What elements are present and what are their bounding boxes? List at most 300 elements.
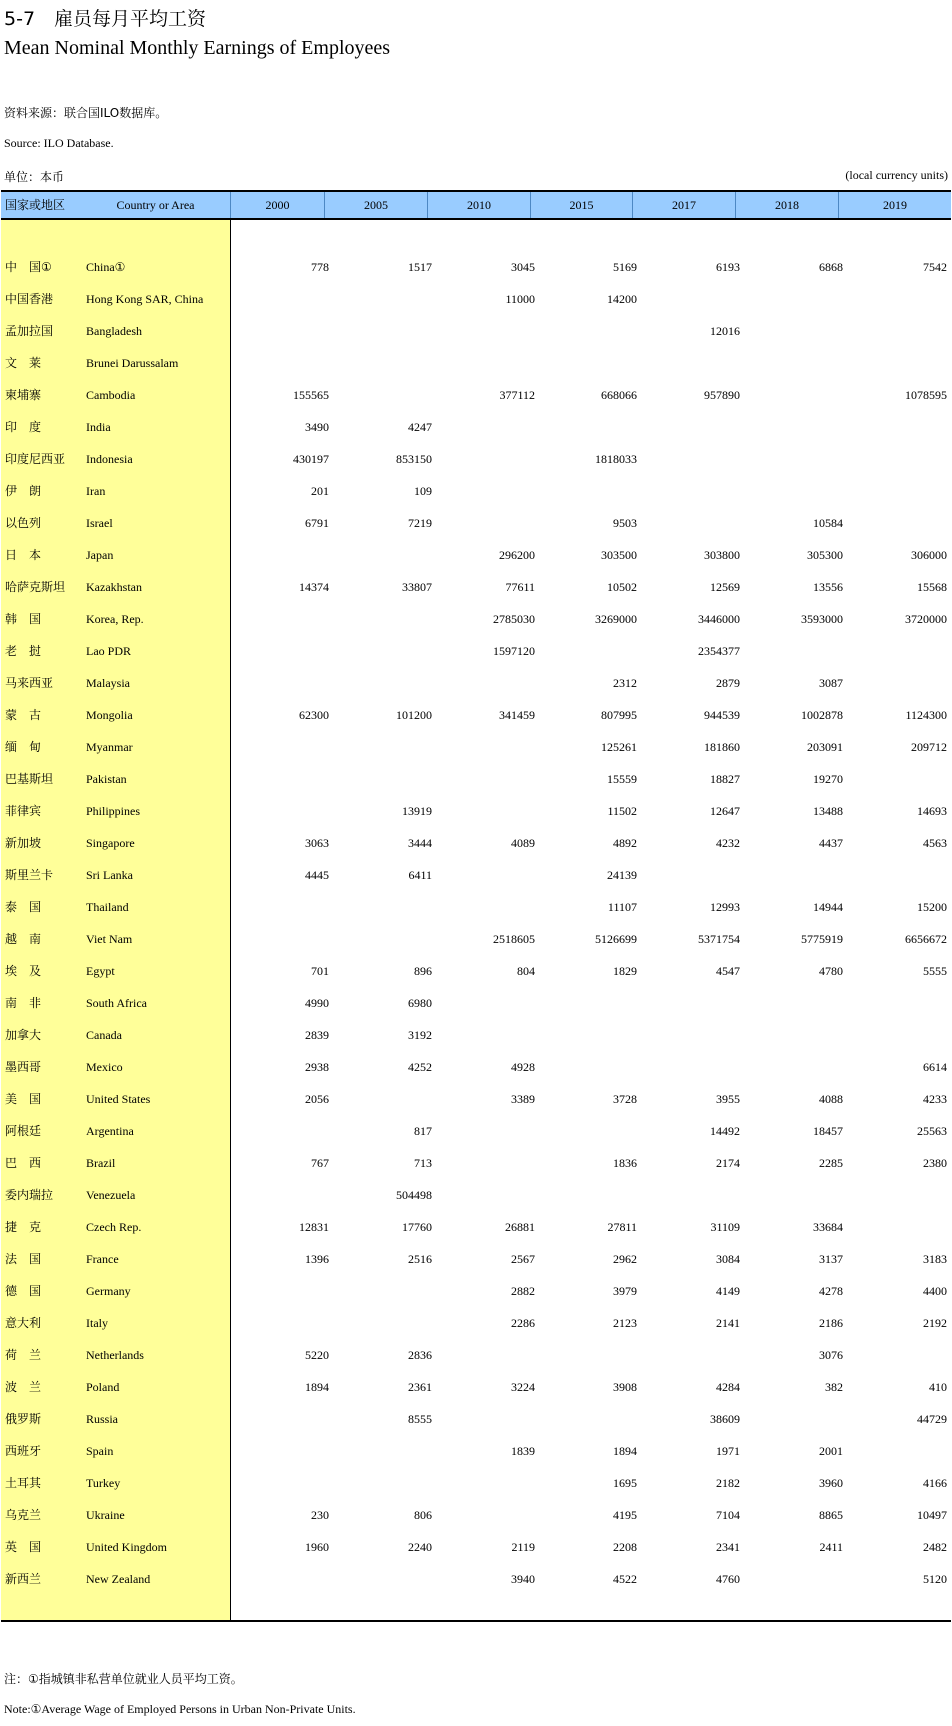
earnings-value	[437, 1185, 535, 1217]
earnings-value	[437, 737, 535, 769]
earnings-value: 4195	[613, 1508, 637, 1522]
earnings-value: 1894	[613, 1444, 637, 1458]
table-row	[1, 1345, 951, 1377]
earnings-value	[231, 1569, 329, 1601]
earnings-value	[231, 545, 329, 577]
table-row	[1, 1121, 951, 1153]
earnings-value	[334, 1089, 432, 1121]
earnings-value: 306000	[911, 548, 947, 562]
table-row	[1, 865, 951, 897]
earnings-value	[849, 1441, 947, 1473]
country-name-cn: 韩 国	[5, 612, 42, 626]
earnings-value: 1971	[716, 1444, 740, 1458]
country-name-en: Brunei Darussalam	[86, 356, 179, 370]
earnings-value	[437, 673, 535, 705]
earnings-value: 3908	[613, 1380, 637, 1394]
earnings-value: 4760	[716, 1572, 740, 1586]
earnings-value	[745, 1185, 843, 1217]
earnings-value: 3045	[511, 260, 535, 274]
page-title-cn: 5-7 雇员每月平均工资	[4, 8, 207, 30]
earnings-value: 3137	[819, 1252, 843, 1266]
earnings-value	[437, 449, 535, 481]
earnings-value: 11502	[607, 804, 637, 818]
earnings-value: 62300	[299, 708, 329, 722]
earnings-value	[437, 993, 535, 1025]
country-name-en: Malaysia	[86, 676, 130, 690]
earnings-value	[437, 865, 535, 897]
earnings-value: 1695	[613, 1476, 637, 1490]
earnings-value	[437, 897, 535, 929]
earnings-value: 2839	[305, 1028, 329, 1042]
earnings-value: 13919	[402, 804, 432, 818]
earnings-value: 701	[311, 964, 329, 978]
earnings-value	[231, 737, 329, 769]
earnings-value	[539, 1185, 637, 1217]
earnings-value: 504498	[396, 1188, 432, 1202]
earnings-value: 778	[311, 260, 329, 274]
country-name-en: Bangladesh	[86, 324, 142, 338]
earnings-value: 2938	[305, 1060, 329, 1074]
earnings-value: 19270	[813, 772, 843, 786]
country-name-en: Poland	[86, 1380, 120, 1394]
table-row	[1, 641, 951, 673]
country-name-cn: 以色列	[5, 516, 42, 530]
table-row	[1, 1057, 951, 1089]
earnings-value	[539, 1121, 637, 1153]
earnings-value: 804	[517, 964, 535, 978]
source-en: Source: ILO Database.	[4, 136, 114, 150]
country-name-cn: 委内瑞拉	[5, 1188, 54, 1202]
earnings-value: 13556	[813, 580, 843, 594]
earnings-value: 2182	[716, 1476, 740, 1490]
page-title-en: Mean Nominal Monthly Earnings of Employees	[4, 37, 391, 59]
earnings-value: 807995	[601, 708, 637, 722]
earnings-value: 201	[311, 484, 329, 498]
source-cn: 资料来源：联合国ILO数据库。	[4, 106, 168, 120]
earnings-value: 2836	[408, 1348, 432, 1362]
table-row	[1, 1409, 951, 1441]
country-name-en: Brazil	[86, 1156, 116, 1170]
earnings-value	[334, 641, 432, 673]
earnings-value: 4252	[408, 1060, 432, 1074]
earnings-value: 44729	[917, 1412, 947, 1426]
earnings-value: 305300	[807, 548, 843, 562]
earnings-value	[231, 641, 329, 673]
table-row	[1, 257, 951, 289]
earnings-value	[334, 673, 432, 705]
table-row	[1, 481, 951, 513]
earnings-value	[849, 513, 947, 545]
earnings-value	[334, 1281, 432, 1313]
country-name-en: Czech Rep.	[86, 1220, 142, 1234]
earnings-value	[849, 641, 947, 673]
earnings-value: 2192	[923, 1316, 947, 1330]
earnings-value: 2879	[716, 676, 740, 690]
country-name-en: Mexico	[86, 1060, 123, 1074]
earnings-value	[334, 609, 432, 641]
earnings-value	[334, 353, 432, 385]
earnings-value: 382	[825, 1380, 843, 1394]
country-name-en: India	[86, 420, 111, 434]
earnings-value	[642, 513, 740, 545]
earnings-value	[334, 385, 432, 417]
earnings-value	[437, 1345, 535, 1377]
earnings-value: 203091	[807, 740, 843, 754]
table-row	[1, 1217, 951, 1249]
table-row	[1, 1569, 951, 1601]
earnings-value: 77611	[505, 580, 535, 594]
earnings-value	[334, 321, 432, 353]
country-name-en: Lao PDR	[86, 644, 131, 658]
country-name-cn: 乌克兰	[5, 1508, 42, 1522]
earnings-value: 9503	[613, 516, 637, 530]
table-row	[1, 577, 951, 609]
earnings-value: 2285	[819, 1156, 843, 1170]
earnings-value: 2354377	[698, 644, 740, 658]
earnings-value	[539, 481, 637, 513]
earnings-value: 13488	[813, 804, 843, 818]
country-name-cn: 德 国	[5, 1284, 42, 1298]
country-name-en: Egypt	[86, 964, 115, 978]
earnings-value: 410	[929, 1380, 947, 1394]
note-cn: 注：①指城镇非私营单位就业人员平均工资。	[4, 1672, 243, 1686]
earnings-value: 27811	[607, 1220, 637, 1234]
earnings-value	[231, 321, 329, 353]
earnings-value: 2001	[819, 1444, 843, 1458]
earnings-value: 2240	[408, 1540, 432, 1554]
country-name-en: Pakistan	[86, 772, 127, 786]
earnings-value: 181860	[704, 740, 740, 754]
earnings-value: 806	[414, 1508, 432, 1522]
earnings-value	[642, 993, 740, 1025]
earnings-value: 1894	[305, 1380, 329, 1394]
earnings-value	[849, 353, 947, 385]
earnings-value: 767	[311, 1156, 329, 1170]
earnings-value: 1396	[305, 1252, 329, 1266]
earnings-value	[539, 1057, 637, 1089]
earnings-value: 5555	[923, 964, 947, 978]
table-row	[1, 1505, 951, 1537]
earnings-value	[539, 1025, 637, 1057]
earnings-value: 4563	[923, 836, 947, 850]
country-name-cn: 中国香港	[5, 292, 54, 306]
earnings-value	[539, 417, 637, 449]
country-name-cn: 柬埔寨	[5, 388, 42, 402]
earnings-value: 3720000	[905, 612, 947, 626]
country-name-en: United Kingdom	[86, 1540, 167, 1554]
earnings-value	[539, 641, 637, 673]
earnings-value: 4089	[511, 836, 535, 850]
earnings-value: 3389	[511, 1092, 535, 1106]
country-name-cn: 波 兰	[5, 1380, 42, 1394]
earnings-value: 3076	[819, 1348, 843, 1362]
earnings-value: 2186	[819, 1316, 843, 1330]
country-name-en: Mongolia	[86, 708, 133, 722]
earnings-value	[231, 1185, 329, 1217]
earnings-value: 2123	[613, 1316, 637, 1330]
earnings-value: 8555	[408, 1412, 432, 1426]
table-row	[1, 1377, 951, 1409]
earnings-value: 4522	[613, 1572, 637, 1586]
country-name-cn: 荷 兰	[5, 1348, 42, 1362]
table-row	[1, 385, 951, 417]
earnings-value	[231, 1441, 329, 1473]
earnings-value	[334, 897, 432, 929]
earnings-value: 2361	[408, 1380, 432, 1394]
earnings-value	[642, 289, 740, 321]
earnings-value: 3444	[408, 836, 432, 850]
country-name-en: Philippines	[86, 804, 141, 818]
earnings-value	[745, 385, 843, 417]
country-name-en: Spain	[86, 1444, 114, 1458]
earnings-value: 33684	[813, 1220, 843, 1234]
earnings-value: 2882	[511, 1284, 535, 1298]
earnings-value: 1597120	[493, 644, 535, 658]
header-country-en: Country or Area	[81, 192, 231, 218]
earnings-value: 2516	[408, 1252, 432, 1266]
header-year: 2015	[531, 192, 633, 218]
earnings-value: 1829	[613, 964, 637, 978]
earnings-value: 2174	[716, 1156, 740, 1170]
earnings-value: 6656672	[905, 932, 947, 946]
earnings-value	[849, 993, 947, 1025]
table-row	[1, 609, 951, 641]
earnings-value: 14944	[813, 900, 843, 914]
earnings-value: 10584	[813, 516, 843, 530]
earnings-value: 4892	[613, 836, 637, 850]
table-row	[1, 897, 951, 929]
country-name-cn: 菲律宾	[5, 804, 42, 818]
country-name-cn: 意大利	[5, 1316, 42, 1330]
earnings-value	[849, 1345, 947, 1377]
country-name-cn: 印 度	[5, 420, 42, 434]
table-row	[1, 417, 951, 449]
earnings-value	[334, 1441, 432, 1473]
earnings-value: 853150	[396, 452, 432, 466]
country-name-cn: 加拿大	[5, 1028, 42, 1042]
earnings-value: 15568	[917, 580, 947, 594]
note-en: Note:①Average Wage of Employed Persons in Urban Non-Private Units.	[4, 1702, 356, 1716]
earnings-value	[745, 865, 843, 897]
header-year: 2017	[633, 192, 736, 218]
earnings-value: 14200	[607, 292, 637, 306]
earnings-value: 2518605	[493, 932, 535, 946]
earnings-value: 6411	[408, 868, 432, 882]
country-name-cn: 美 国	[5, 1092, 42, 1106]
table-row	[1, 833, 951, 865]
earnings-value: 101200	[396, 708, 432, 722]
earnings-value: 4278	[819, 1284, 843, 1298]
earnings-value: 1818033	[595, 452, 637, 466]
earnings-value	[849, 289, 947, 321]
earnings-value	[231, 673, 329, 705]
earnings-value: 3979	[613, 1284, 637, 1298]
earnings-value: 2208	[613, 1540, 637, 1554]
earnings-value: 896	[414, 964, 432, 978]
country-name-cn: 新加坡	[5, 836, 42, 850]
header-year: 2019	[883, 198, 907, 212]
earnings-value: 2785030	[493, 612, 535, 626]
country-name-en: France	[86, 1252, 119, 1266]
country-name-cn: 马来西亚	[5, 676, 54, 690]
earnings-value: 12831	[299, 1220, 329, 1234]
earnings-value: 3593000	[801, 612, 843, 626]
earnings-value	[437, 1025, 535, 1057]
earnings-value: 18827	[710, 772, 740, 786]
country-name-en: Italy	[86, 1316, 108, 1330]
country-name-cn: 新西兰	[5, 1572, 42, 1586]
country-name-cn: 印度尼西亚	[5, 452, 66, 466]
country-name-en: United States	[86, 1092, 151, 1106]
country-name-cn: 越 南	[5, 932, 42, 946]
earnings-value: 303500	[601, 548, 637, 562]
country-name-cn: 埃 及	[5, 964, 42, 978]
earnings-value: 3063	[305, 836, 329, 850]
header-year: 2000	[231, 192, 325, 218]
earnings-value: 1517	[408, 260, 432, 274]
earnings-value	[334, 1473, 432, 1505]
earnings-value: 7542	[923, 260, 947, 274]
earnings-value: 24139	[607, 868, 637, 882]
country-name-cn: 捷 克	[5, 1220, 42, 1234]
country-name-cn: 缅 甸	[5, 740, 42, 754]
earnings-value	[745, 1409, 843, 1441]
earnings-value: 10502	[607, 580, 637, 594]
table-row	[1, 1089, 951, 1121]
earnings-value: 3224	[511, 1380, 535, 1394]
earnings-value	[849, 481, 947, 513]
earnings-value: 3940	[511, 1572, 535, 1586]
earnings-value: 6868	[819, 260, 843, 274]
earnings-value: 15559	[607, 772, 637, 786]
country-name-en: Germany	[86, 1284, 131, 1298]
earnings-value: 3446000	[698, 612, 740, 626]
earnings-value: 4088	[819, 1092, 843, 1106]
header-year: 2010	[428, 192, 531, 218]
country-name-en: Cambodia	[86, 388, 136, 402]
earnings-value: 5169	[613, 260, 637, 274]
header-country-cn: 国家或地区	[5, 198, 66, 212]
table-row	[1, 961, 951, 993]
earnings-value: 33807	[402, 580, 432, 594]
earnings-value	[849, 417, 947, 449]
table-row	[1, 769, 951, 801]
earnings-value: 2141	[716, 1316, 740, 1330]
earnings-value: 3192	[408, 1028, 432, 1042]
country-name-cn: 巴 西	[5, 1156, 42, 1170]
earnings-value: 5220	[305, 1348, 329, 1362]
table-row	[1, 1153, 951, 1185]
table-header	[1, 190, 951, 220]
earnings-value	[231, 609, 329, 641]
table-row	[1, 1441, 951, 1473]
earnings-value	[231, 1281, 329, 1313]
earnings-value: 4928	[511, 1060, 535, 1074]
country-name-en: New Zealand	[86, 1572, 151, 1586]
earnings-value: 2567	[511, 1252, 535, 1266]
table-row	[1, 449, 951, 481]
earnings-value: 25563	[917, 1124, 947, 1138]
earnings-value	[334, 737, 432, 769]
earnings-value: 2341	[716, 1540, 740, 1554]
earnings-value: 1002878	[801, 708, 843, 722]
earnings-value: 155565	[293, 388, 329, 402]
earnings-value: 3084	[716, 1252, 740, 1266]
earnings-value: 10497	[917, 1508, 947, 1522]
country-name-en: Israel	[86, 516, 113, 530]
country-name-cn: 文 莱	[5, 356, 42, 370]
country-name-en: Hong Kong SAR, China	[86, 292, 204, 306]
earnings-value	[745, 353, 843, 385]
earnings-value: 7104	[716, 1508, 740, 1522]
earnings-value: 4232	[716, 836, 740, 850]
earnings-value: 2411	[819, 1540, 843, 1554]
earnings-value	[539, 993, 637, 1025]
earnings-value: 4247	[408, 420, 432, 434]
earnings-value: 12993	[710, 900, 740, 914]
country-name-en: Iran	[86, 484, 106, 498]
earnings-value	[745, 481, 843, 513]
header-year: 2005	[325, 192, 428, 218]
earnings-value: 4400	[923, 1284, 947, 1298]
earnings-value: 31109	[710, 1220, 740, 1234]
country-name-en: China①	[86, 260, 126, 274]
earnings-value: 1078595	[905, 388, 947, 402]
country-name-en: Sri Lanka	[86, 868, 133, 882]
country-name-cn: 中 国①	[5, 260, 52, 274]
earnings-value: 6791	[305, 516, 329, 530]
earnings-value: 14693	[917, 804, 947, 818]
earnings-value	[334, 545, 432, 577]
country-name-cn: 法 国	[5, 1252, 42, 1266]
earnings-value: 713	[414, 1156, 432, 1170]
earnings-value	[231, 929, 329, 961]
earnings-value: 3490	[305, 420, 329, 434]
country-name-cn: 南 非	[5, 996, 42, 1010]
earnings-value: 12016	[710, 324, 740, 338]
earnings-value	[437, 481, 535, 513]
earnings-value: 296200	[499, 548, 535, 562]
earnings-value	[437, 321, 535, 353]
earnings-value: 26881	[505, 1220, 535, 1234]
earnings-value	[849, 673, 947, 705]
earnings-value: 11107	[607, 900, 637, 914]
earnings-value: 7219	[408, 516, 432, 530]
earnings-value	[437, 1409, 535, 1441]
earnings-value	[849, 449, 947, 481]
earnings-value	[231, 769, 329, 801]
country-name-cn: 墨西哥	[5, 1060, 42, 1074]
earnings-value: 17760	[402, 1220, 432, 1234]
earnings-value: 5775919	[801, 932, 843, 946]
earnings-value: 1839	[511, 1444, 535, 1458]
earnings-value	[642, 417, 740, 449]
country-name-en: Argentina	[86, 1124, 134, 1138]
earnings-value: 12569	[710, 580, 740, 594]
earnings-value: 3728	[613, 1092, 637, 1106]
country-name-cn: 英 国	[5, 1540, 42, 1554]
earnings-value	[437, 417, 535, 449]
earnings-value	[231, 1473, 329, 1505]
earnings-value: 18457	[813, 1124, 843, 1138]
earnings-value: 2286	[511, 1316, 535, 1330]
earnings-value: 2482	[923, 1540, 947, 1554]
earnings-value	[437, 353, 535, 385]
earnings-value: 2380	[923, 1156, 947, 1170]
table-row	[1, 1281, 951, 1313]
earnings-value	[231, 289, 329, 321]
header-year: 2018	[736, 192, 839, 218]
